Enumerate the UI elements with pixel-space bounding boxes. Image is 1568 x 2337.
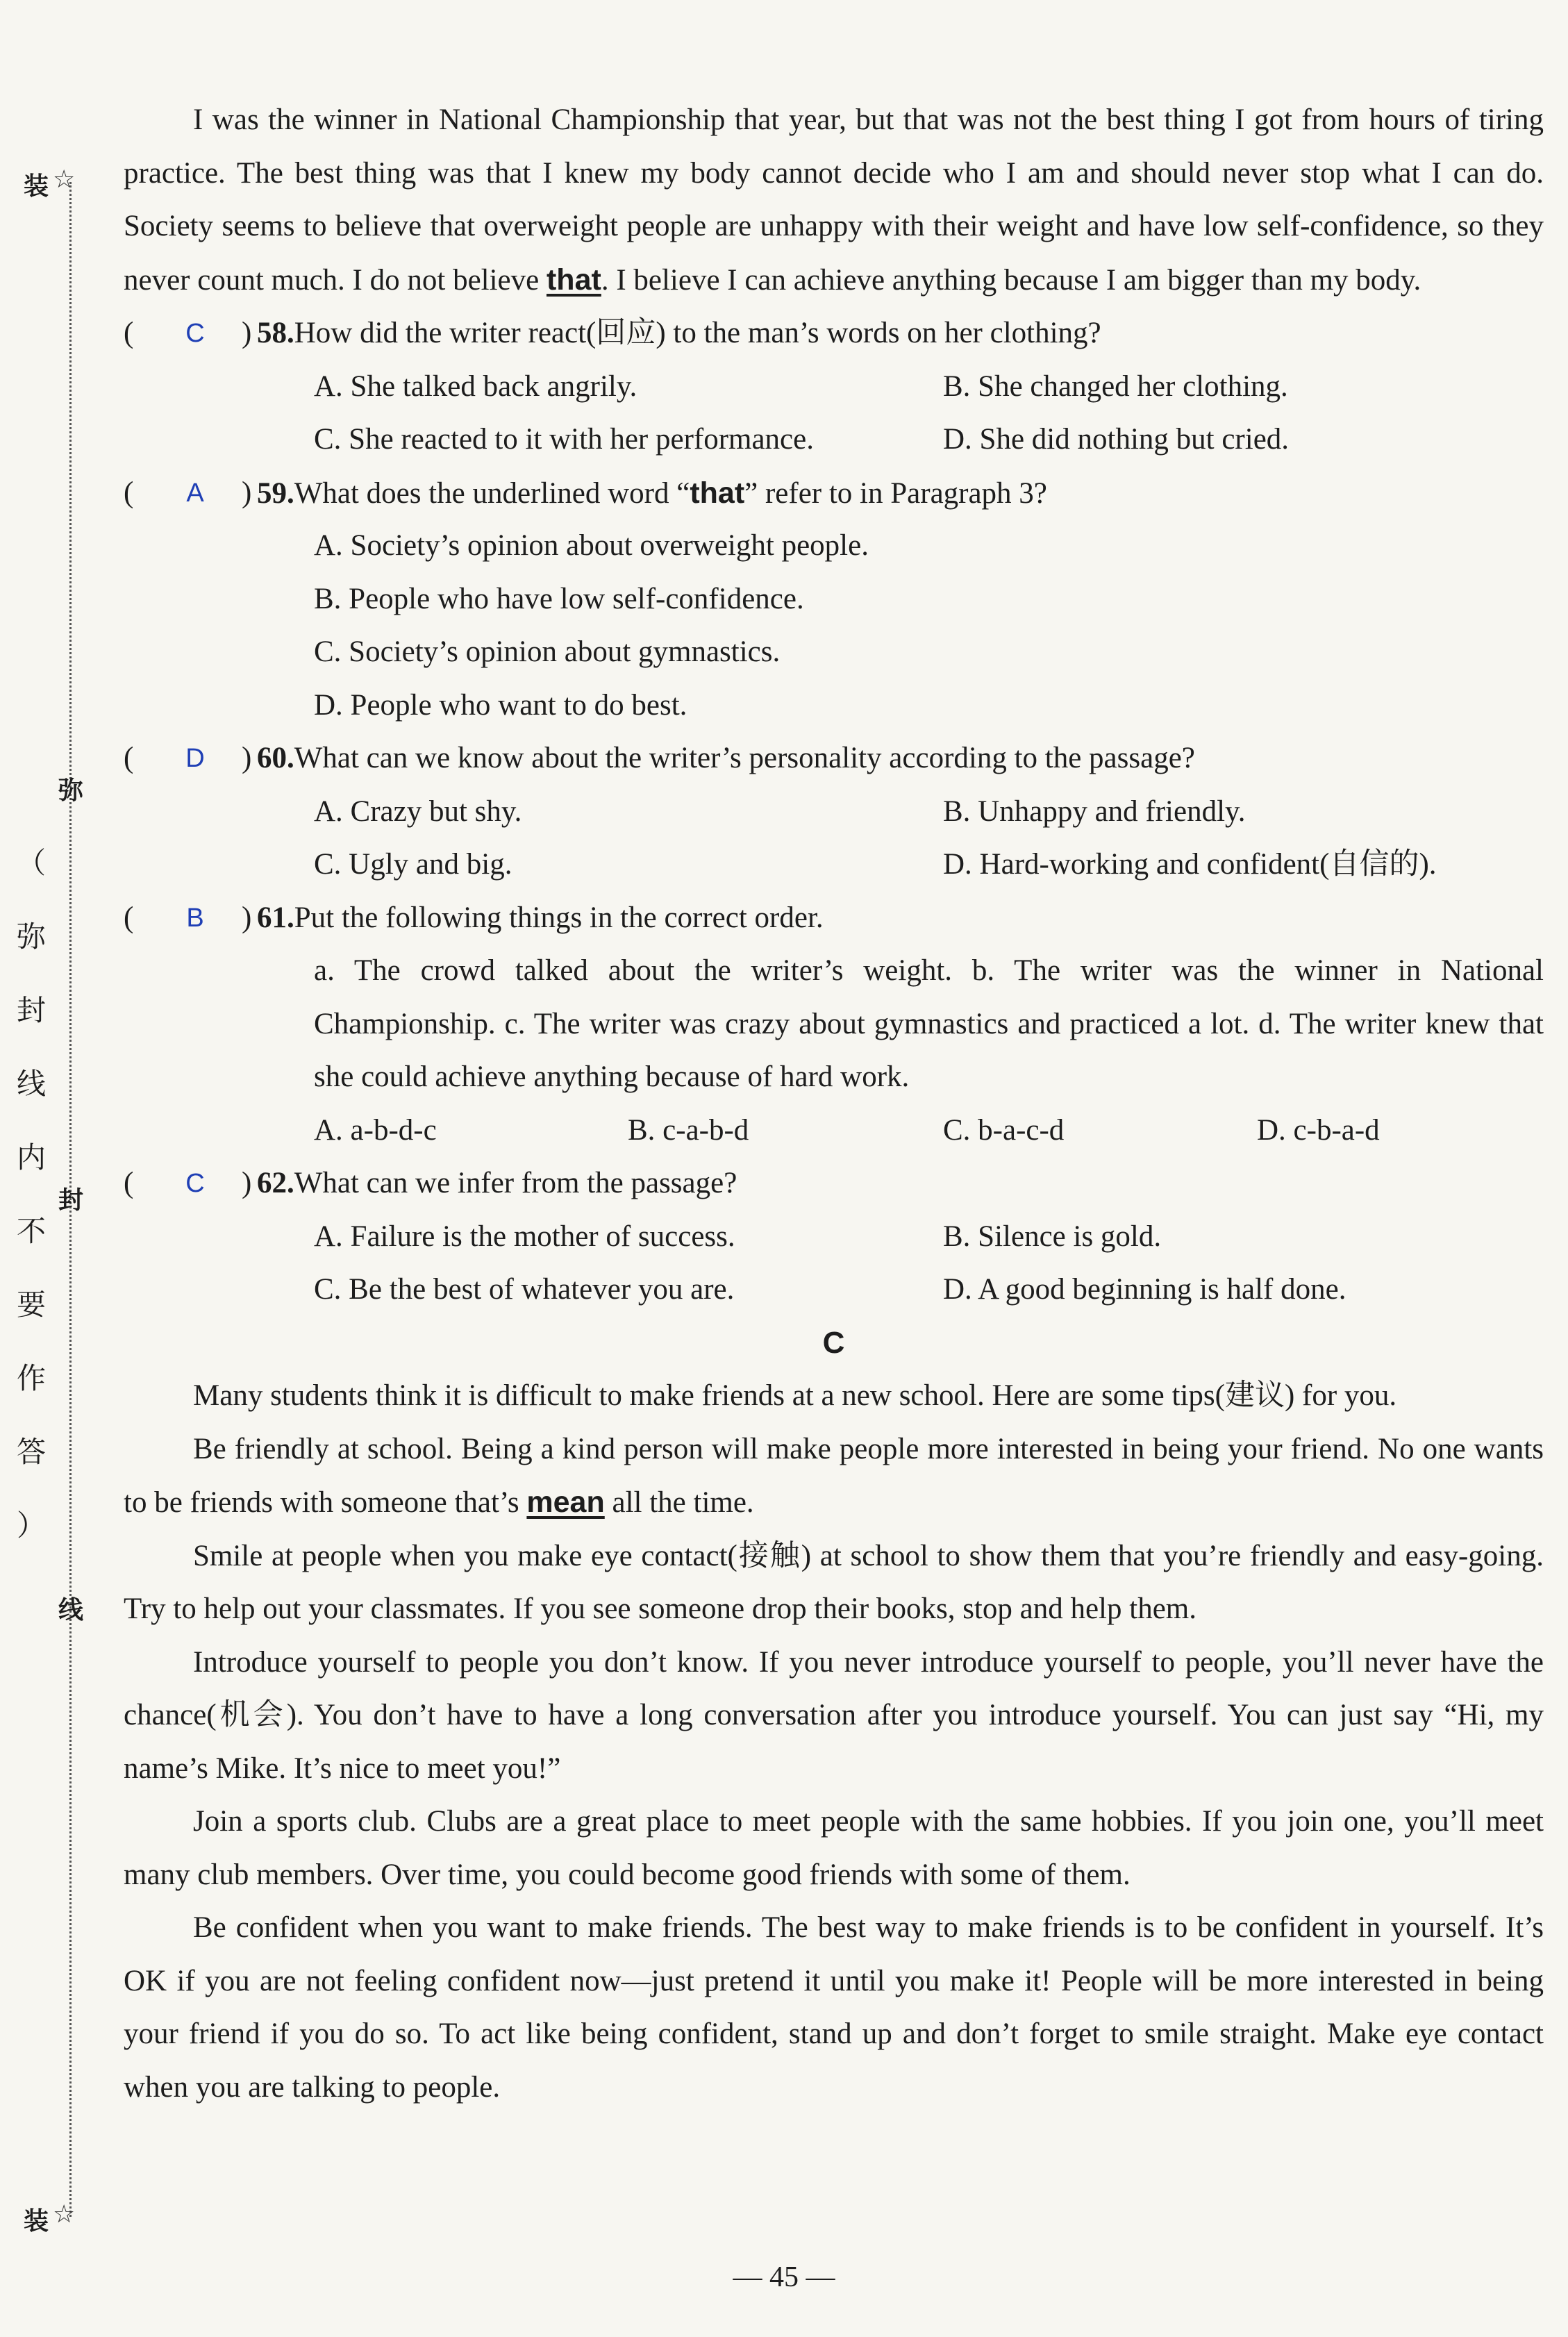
option-c: C. Be the best of whatever you are. xyxy=(314,1273,735,1306)
note-char: 封 xyxy=(16,993,46,1027)
option-d: D. A good beginning is half done. xyxy=(943,1273,1346,1306)
question-stem xyxy=(257,732,1544,785)
passage-c-paragraph-4: Introduce yourself to people you don’t know. If you never introduce yourself to people, you’ll never have the chance(机会). You don’t have to have a long conversation after you introduce yourself. You can just say “Hi, my name’s Mike. It’s nice to meet you!” xyxy=(124,1645,1544,1785)
question-stem xyxy=(257,1157,1544,1211)
options-row xyxy=(124,1263,1544,1317)
answer-mark: C xyxy=(185,319,205,348)
option-b: B. People who have low self-confidence. xyxy=(314,582,804,615)
margin-label-bottom: 装 xyxy=(24,2206,49,2236)
option-d: D. People who want to do best. xyxy=(314,688,687,722)
options-row xyxy=(124,1104,1544,1158)
margin-label-top: 装 xyxy=(24,172,49,201)
passage-c-paragraph-2 xyxy=(124,1423,1544,1530)
question-59 xyxy=(124,467,1544,520)
option-b: B. She changed her clothing. xyxy=(943,369,1288,403)
question-number: 61. xyxy=(257,901,294,934)
question-60 xyxy=(124,732,1544,785)
option-c: C. b-a-c-d xyxy=(943,1113,1065,1147)
option-d: D. Hard-working and confident(自信的). xyxy=(943,848,1437,881)
paragraph-text: I was the winner in National Championship that year, but that was not the best thing I got from hours of tiring practice. The best thing was that I knew my body cannot decide who I am and should never stop what I can do. Society seems to believe that overweight people are unhappy with their weight and have low self-confidence, so they never count much. I do not believe xyxy=(124,103,1544,297)
option-c: C. Ugly and big. xyxy=(314,848,512,881)
question-stem xyxy=(257,467,1544,521)
passage-c-paragraph-6: Be confident when you want to make friends. The best way to make friends is to be confident in yourself. It’s OK if you are not feeling confident now—just pretend it until you make it! People will be more interested in being your friend if you do so. To act like being confident, stand up and don’t forget to smile straight. Make eye contact when you are talking to people. xyxy=(124,1911,1544,2104)
question-62 xyxy=(124,1157,1544,1211)
binding-margin xyxy=(0,0,118,2337)
answer-mark: C xyxy=(185,1169,205,1198)
options-row xyxy=(124,785,1544,839)
section-heading: C xyxy=(822,1325,845,1360)
page-content xyxy=(124,94,1544,2114)
answer-mark: A xyxy=(186,478,204,508)
star-icon: ☆ xyxy=(53,165,76,194)
question-text: What does the underlined word “ xyxy=(294,476,690,510)
answer-mark: B xyxy=(186,903,204,933)
question-58 xyxy=(124,307,1544,360)
option-c: C. She reacted to it with her performance. xyxy=(314,423,814,456)
note-char: 要 xyxy=(16,1288,46,1322)
answer-paren-close: ) xyxy=(242,476,252,509)
passage-c-paragraph-3: Smile at people when you make eye contact(接触) at school to show them that you’re friendly and easy-going. Try to help out your classmates. If you see someone drop their books, stop and help them. xyxy=(124,1539,1544,1625)
margin-label-seal: 封 xyxy=(58,1186,84,1215)
question-number: 62. xyxy=(257,1167,294,1199)
answer-paren-open: ( xyxy=(124,742,134,774)
margin-label-mi: 弥 xyxy=(58,776,84,805)
question-stem xyxy=(257,307,1544,360)
page-number: — 45 — xyxy=(733,2261,835,2293)
question-text: What can we infer from the passage? xyxy=(294,1167,737,1199)
options-row xyxy=(124,1211,1544,1264)
margin-label-line: 线 xyxy=(58,1595,84,1624)
option-b: B. Silence is gold. xyxy=(943,1220,1162,1253)
passage-c-paragraph-1: Many students think it is difficult to make friends at a new school. Here are some tips(建议) for you. xyxy=(193,1379,1397,1412)
question-number: 58. xyxy=(257,317,294,349)
question-keyword: that xyxy=(690,476,745,510)
underlined-word: that xyxy=(546,263,601,297)
answer-paren-open: ( xyxy=(124,901,134,934)
answer-paren-close: ) xyxy=(242,317,252,349)
option-d: D. She did nothing but cried. xyxy=(943,423,1290,456)
paragraph-text: . I believe I can achieve anything because I am bigger than my body. xyxy=(601,263,1421,297)
question-text: ” refer to in Paragraph 3? xyxy=(744,476,1047,510)
question-text: How did the writer react(回应) to the man’s words on her clothing? xyxy=(294,317,1101,349)
answer-paren-open: ( xyxy=(124,476,134,509)
question-text: Put the following things in the correct order. xyxy=(294,901,824,934)
question-61 xyxy=(124,892,1544,945)
answer-mark: D xyxy=(185,744,205,773)
option-a: A. Failure is the mother of success. xyxy=(314,1220,735,1253)
option-a: A. Society’s opinion about overweight people. xyxy=(314,529,869,562)
question-number: 59. xyxy=(257,476,294,510)
answer-paren-close: ) xyxy=(242,901,252,934)
option-a: A. a-b-d-c xyxy=(314,1113,437,1147)
note-char: 答 xyxy=(16,1435,46,1469)
option-a: A. Crazy but shy. xyxy=(314,795,522,828)
question-stem xyxy=(257,892,1544,945)
vertical-note xyxy=(15,826,47,1563)
answer-paren-open: ( xyxy=(124,317,134,349)
options-row xyxy=(124,413,1544,467)
passage-c-paragraph-5: Join a sports club. Clubs are a great place to meet people with the same hobbies. If you join one, you’ll meet many club members. Over time, you could become good friends with some of them. xyxy=(124,1805,1544,1891)
note-char: ） xyxy=(16,1508,46,1542)
option-b: B. c-a-b-d xyxy=(628,1113,749,1147)
option-d: D. c-b-a-d xyxy=(1257,1113,1380,1147)
passage-b-paragraph xyxy=(124,94,1544,307)
question-number: 60. xyxy=(257,742,294,774)
option-a: A. She talked back angrily. xyxy=(314,369,637,403)
paragraph-text: Be friendly at school. Being a kind person will make people more interested in being your friend. No one wants to be friends with someone that’s xyxy=(124,1432,1544,1519)
note-char: 内 xyxy=(16,1140,46,1174)
note-char: 不 xyxy=(16,1214,46,1248)
order-items: a. The crowd talked about the writer’s weight. b. The writer was the winner in National Championship. c. The writer was crazy about gymnastics and practiced a lot. d. The writer knew that she could achieve anything because of hard work. xyxy=(314,954,1544,1093)
question-text: What can we know about the writer’s personality according to the passage? xyxy=(294,742,1195,774)
option-c: C. Society’s opinion about gymnastics. xyxy=(314,635,781,668)
note-char: 弥 xyxy=(16,920,46,954)
options-row xyxy=(124,838,1544,892)
option-b: B. Unhappy and friendly. xyxy=(943,795,1246,828)
underlined-word: mean xyxy=(526,1486,605,1519)
star-icon: ☆ xyxy=(53,2200,76,2229)
answer-paren-close: ) xyxy=(242,1167,252,1199)
options-row xyxy=(124,360,1544,414)
paragraph-text: all the time. xyxy=(604,1486,754,1519)
answer-paren-open: ( xyxy=(124,1167,134,1199)
note-char: 线 xyxy=(16,1067,46,1101)
answer-paren-close: ) xyxy=(242,742,252,774)
note-char: 作 xyxy=(16,1361,46,1395)
note-char: （ xyxy=(16,846,46,880)
